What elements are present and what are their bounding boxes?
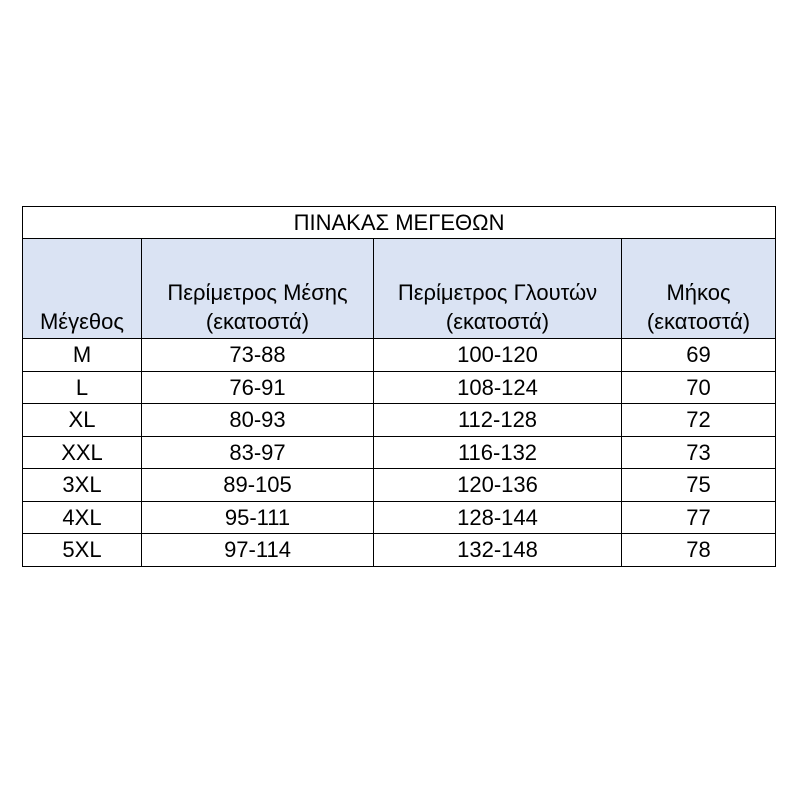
- header-size-label: Μέγεθος: [39, 309, 124, 334]
- cell-size: L: [23, 371, 142, 404]
- header-hips-label: Περίμετρος Γλουτών: [397, 280, 598, 305]
- cell-length: 72: [622, 404, 776, 437]
- cell-size: XL: [23, 404, 142, 437]
- table-row: [23, 501, 776, 534]
- table-header-row: [23, 239, 776, 339]
- cell-waist: 83-97: [142, 436, 374, 469]
- cell-length: 75: [622, 469, 776, 502]
- table-row: [23, 371, 776, 404]
- cell-size: M: [23, 339, 142, 372]
- header-hips: [374, 239, 622, 339]
- cell-size: 5XL: [23, 534, 142, 567]
- cell-waist: 73-88: [142, 339, 374, 372]
- cell-hips: 116-132: [374, 436, 622, 469]
- cell-length: 78: [622, 534, 776, 567]
- cell-hips: 120-136: [374, 469, 622, 502]
- header-length-label: Μήκος: [666, 280, 731, 305]
- cell-waist: 95-111: [142, 501, 374, 534]
- cell-size: 3XL: [23, 469, 142, 502]
- cell-length: 69: [622, 339, 776, 372]
- table-row: [23, 436, 776, 469]
- table-title: ΠΙΝΑΚΑΣ ΜΕΓΕΘΩΝ: [23, 207, 776, 239]
- cell-waist: 76-91: [142, 371, 374, 404]
- cell-waist: 89-105: [142, 469, 374, 502]
- cell-hips: 108-124: [374, 371, 622, 404]
- table-row: [23, 339, 776, 372]
- cell-length: 70: [622, 371, 776, 404]
- table-row: [23, 469, 776, 502]
- header-waist-unit: (εκατοστά): [205, 309, 310, 334]
- cell-hips: 132-148: [374, 534, 622, 567]
- header-size: [23, 239, 142, 339]
- header-hips-unit: (εκατοστά): [445, 309, 550, 334]
- cell-size: 4XL: [23, 501, 142, 534]
- cell-length: 73: [622, 436, 776, 469]
- table-title-row: [23, 207, 776, 239]
- cell-length: 77: [622, 501, 776, 534]
- table-row: [23, 534, 776, 567]
- cell-hips: 100-120: [374, 339, 622, 372]
- cell-waist: 97-114: [142, 534, 374, 567]
- table-row: [23, 404, 776, 437]
- cell-size: XXL: [23, 436, 142, 469]
- cell-waist: 80-93: [142, 404, 374, 437]
- cell-hips: 128-144: [374, 501, 622, 534]
- header-length-unit: (εκατοστά): [646, 309, 751, 334]
- header-waist-label: Περίμετρος Μέσης: [167, 280, 348, 305]
- cell-hips: 112-128: [374, 404, 622, 437]
- header-length: [622, 239, 776, 339]
- size-chart-table: [22, 206, 776, 567]
- header-waist: [142, 239, 374, 339]
